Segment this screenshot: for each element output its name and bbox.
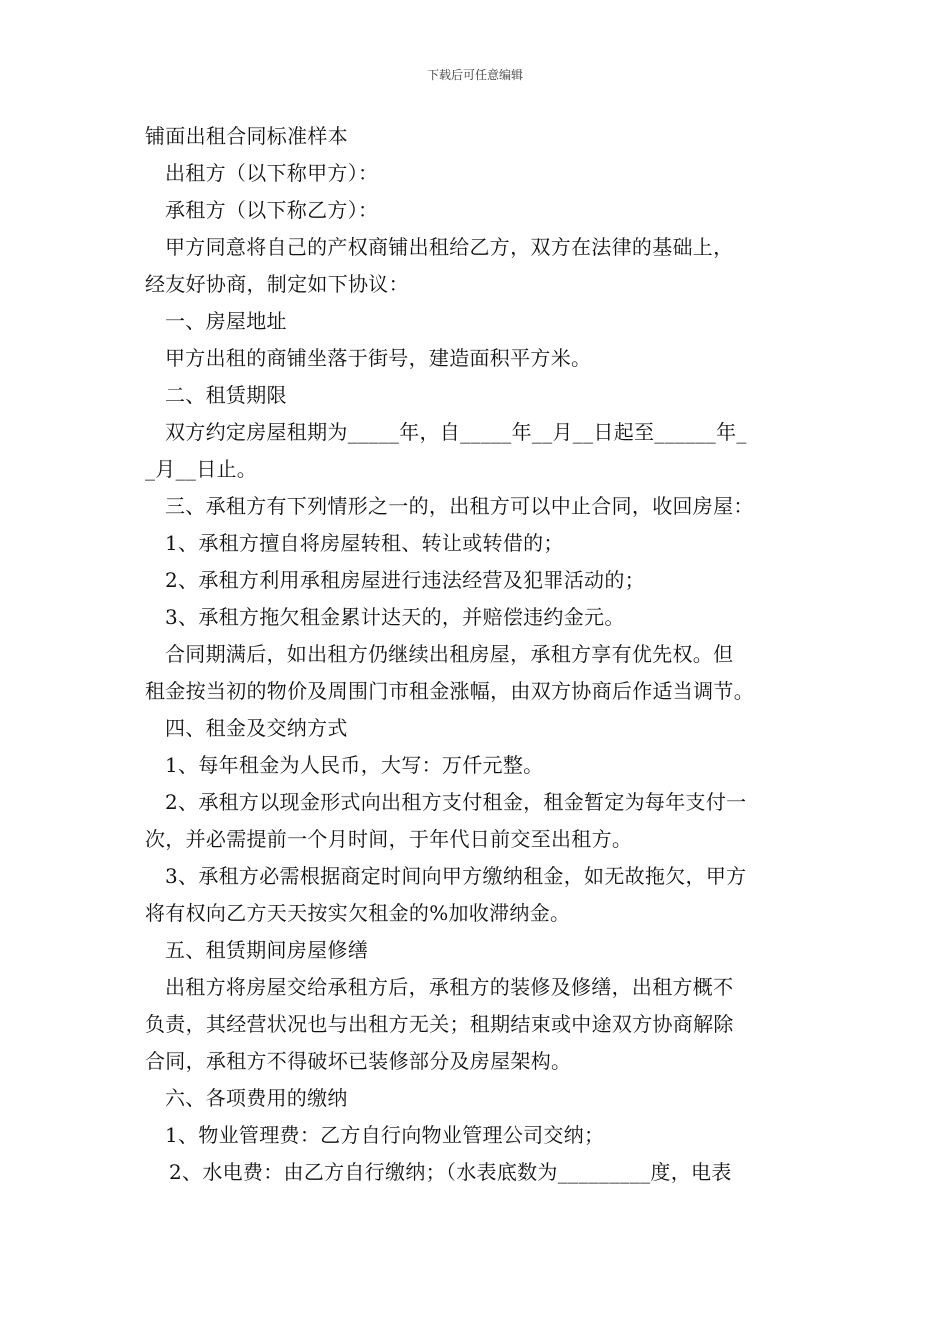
list-item: 3、承租方必需根据商定时间向甲方缴纳租金，如无故拖欠，甲方: [165, 864, 747, 888]
paragraph-line: 双方约定房屋租期为_____年，自_____年__月__日起至______年_: [165, 420, 747, 444]
list-item: 3、承租方拖欠租金累计达天的，并赔偿违约金元。: [165, 605, 625, 629]
document-title: 铺面出租合同标准样本: [145, 124, 348, 148]
paragraph-line: 合同，承租方不得破坏已装修部分及房屋架构。: [145, 1049, 572, 1073]
section-heading: 五、租赁期间房屋修缮: [165, 938, 368, 962]
paragraph-line: 租金按当初的物价及周围门市租金涨幅，由双方协商后作适当调节。: [145, 679, 754, 703]
list-item: 2、承租方利用承租房屋进行违法经营及犯罪活动的；: [165, 568, 645, 592]
section-heading: 二、租赁期限: [165, 383, 287, 407]
document-body: [145, 118, 810, 1191]
page-header: 下载后可任意编辑: [426, 68, 523, 82]
list-item: 1、承租方擅自将房屋转租、转让或转借的；: [165, 531, 564, 555]
list-item: 2、水电费：由乙方自行缴纳；（水表底数为_________度，电表: [169, 1160, 732, 1184]
list-item: 1、每年租金为人民币，大写：万仟元整。: [165, 753, 544, 777]
section-heading: 四、租金及交纳方式: [165, 716, 348, 740]
paragraph-line: _月__日止。: [145, 457, 258, 481]
section-heading: 三、承租方有下列情形之一的，出租方可以中止合同，收回房屋：: [165, 494, 754, 518]
lessor-line: 出租方（以下称甲方）：: [165, 161, 379, 185]
paragraph-line: 次，并必需提前一个月时间，于年代日前交至出租方。: [145, 827, 633, 851]
paragraph-line: 合同期满后，如出租方仍继续出租房屋，承租方享有优先权。但: [165, 642, 734, 666]
paragraph-line: 出租方将房屋交给承租方后，承租方的装修及修缮，出租方概不: [165, 975, 734, 999]
lessee-line: 承租方（以下称乙方）：: [165, 198, 379, 222]
section-heading: 六、各项费用的缴纳: [165, 1086, 348, 1110]
paragraph-line: 经友好协商，制定如下协议：: [145, 272, 409, 296]
list-item: 2、承租方以现金形式向出租方支付租金，租金暂定为每年支付一: [165, 790, 747, 814]
paragraph-line: 甲方出租的商铺坐落于街号，建造面积平方米。: [165, 346, 592, 370]
paragraph-line: 负责，其经营状况也与出租方无关；租期结束或中途双方协商解除: [145, 1012, 734, 1036]
section-heading: 一、房屋地址: [165, 309, 287, 333]
list-item: 1、物业管理费：乙方自行向物业管理公司交纳；: [165, 1123, 605, 1147]
paragraph-line: 甲方同意将自己的产权商铺出租给乙方，双方在法律的基础上，: [165, 235, 734, 259]
paragraph-line: 将有权向乙方天天按实欠租金的%加收滞纳金。: [145, 901, 571, 925]
